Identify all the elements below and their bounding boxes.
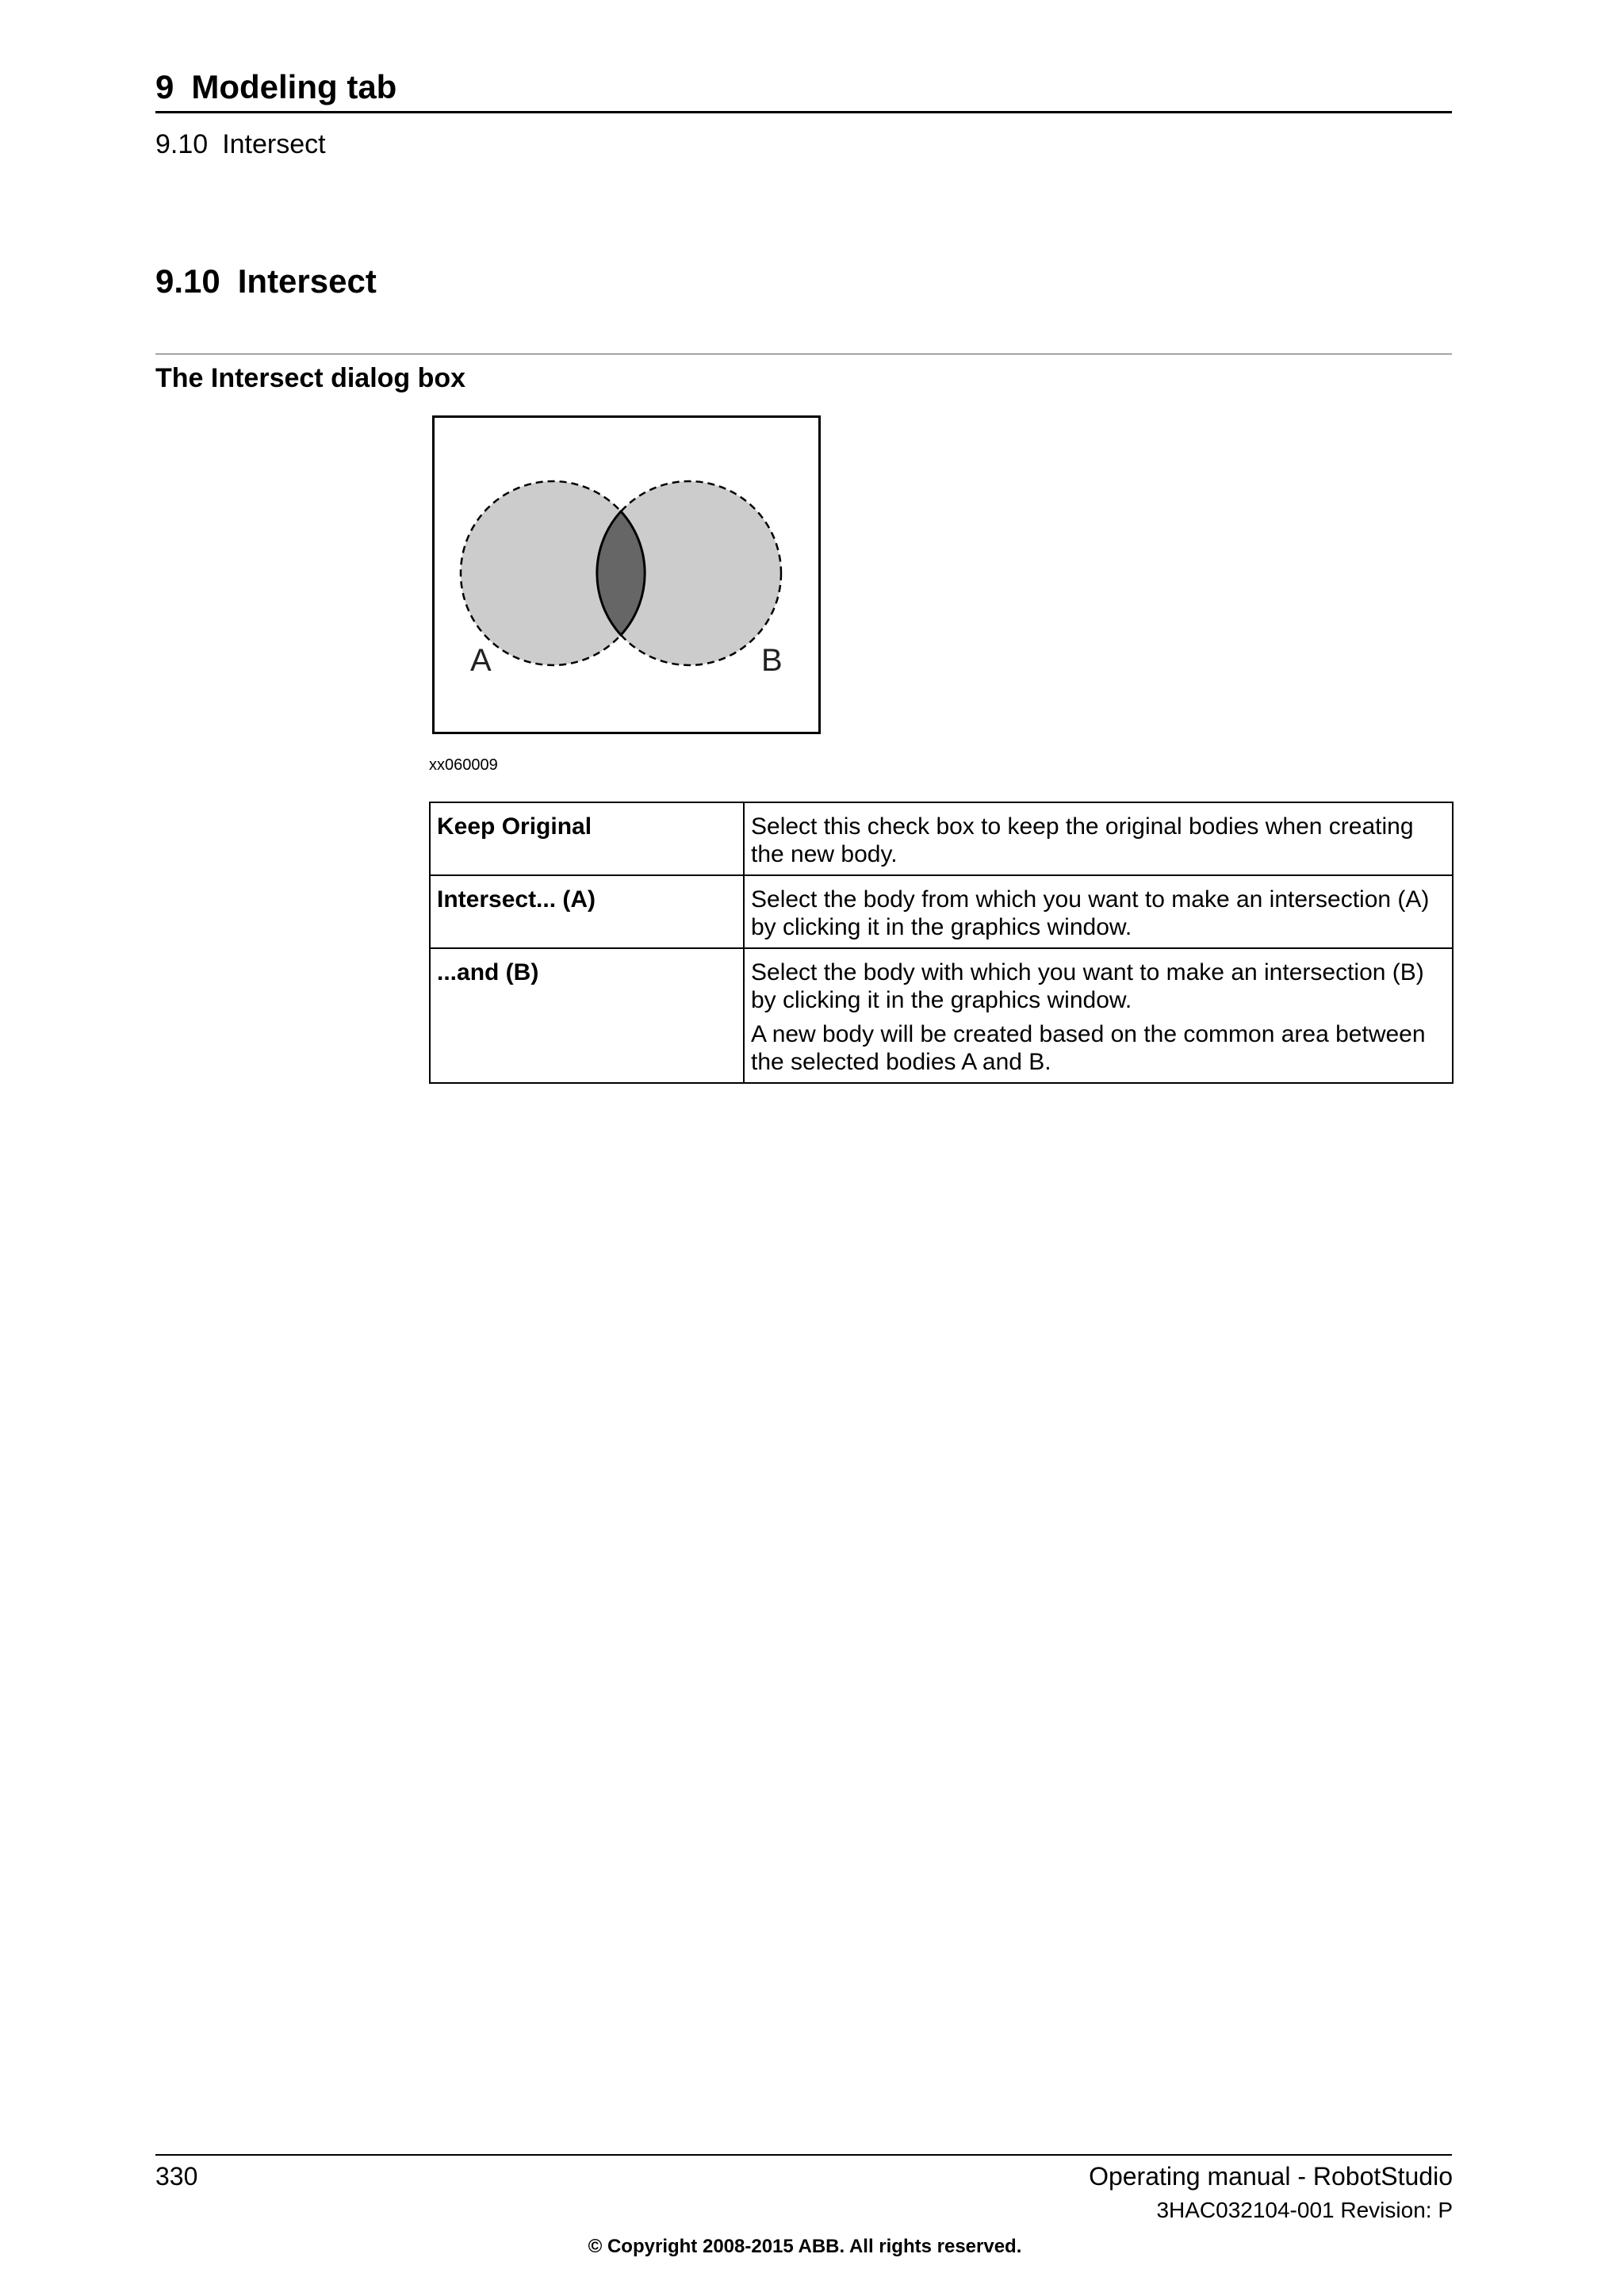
copyright-notice: © Copyright 2008-2015 ABB. All rights reserved.	[588, 2236, 1022, 2257]
chapter-number: 9	[155, 68, 174, 105]
chapter-title: Modeling tab	[191, 68, 397, 105]
intersect-venn-figure	[432, 415, 821, 734]
option-description	[744, 948, 1453, 1083]
subsection-title: The Intersect dialog box	[155, 363, 466, 393]
manual-title: Operating manual - RobotStudio	[1089, 2162, 1453, 2191]
chapter-heading	[155, 67, 396, 108]
page-number: 330	[155, 2162, 198, 2191]
section-heading	[155, 260, 377, 303]
running-section-heading	[155, 127, 326, 162]
document-id: 3HAC032104-001 Revision: P	[1156, 2198, 1453, 2222]
section-number: 9.10	[155, 262, 220, 300]
table-row	[430, 875, 1453, 948]
description-text: Select the body from which you want to make an intersection (A) by clicking it in the graphics window.	[751, 886, 1430, 940]
option-description	[744, 875, 1453, 948]
running-section-number: 9.10	[155, 129, 209, 159]
footer-rule	[155, 2154, 1452, 2156]
table-row	[430, 802, 1453, 875]
figure-id: xx060009	[429, 756, 498, 774]
running-section-title: Intersect	[222, 129, 326, 159]
option-term: Keep Original	[430, 802, 744, 875]
label-a: A	[470, 643, 492, 678]
label-b: B	[761, 643, 783, 678]
description-text: Select the body with which you want to make an intersection (B) by clicking it in the graphics window.	[751, 959, 1424, 1013]
section-title: Intersect	[237, 262, 377, 300]
header-rule	[155, 111, 1452, 113]
description-text: A new body will be created based on the common area between the selected bodies A and B.	[751, 1021, 1426, 1075]
description-text: Select this check box to keep the original bodies when creating the new body.	[751, 813, 1414, 867]
option-description	[744, 802, 1453, 875]
options-table	[429, 802, 1454, 1084]
option-term: ...and (B)	[430, 948, 744, 1083]
option-term: Intersect... (A)	[430, 875, 744, 948]
table-row	[430, 948, 1453, 1083]
